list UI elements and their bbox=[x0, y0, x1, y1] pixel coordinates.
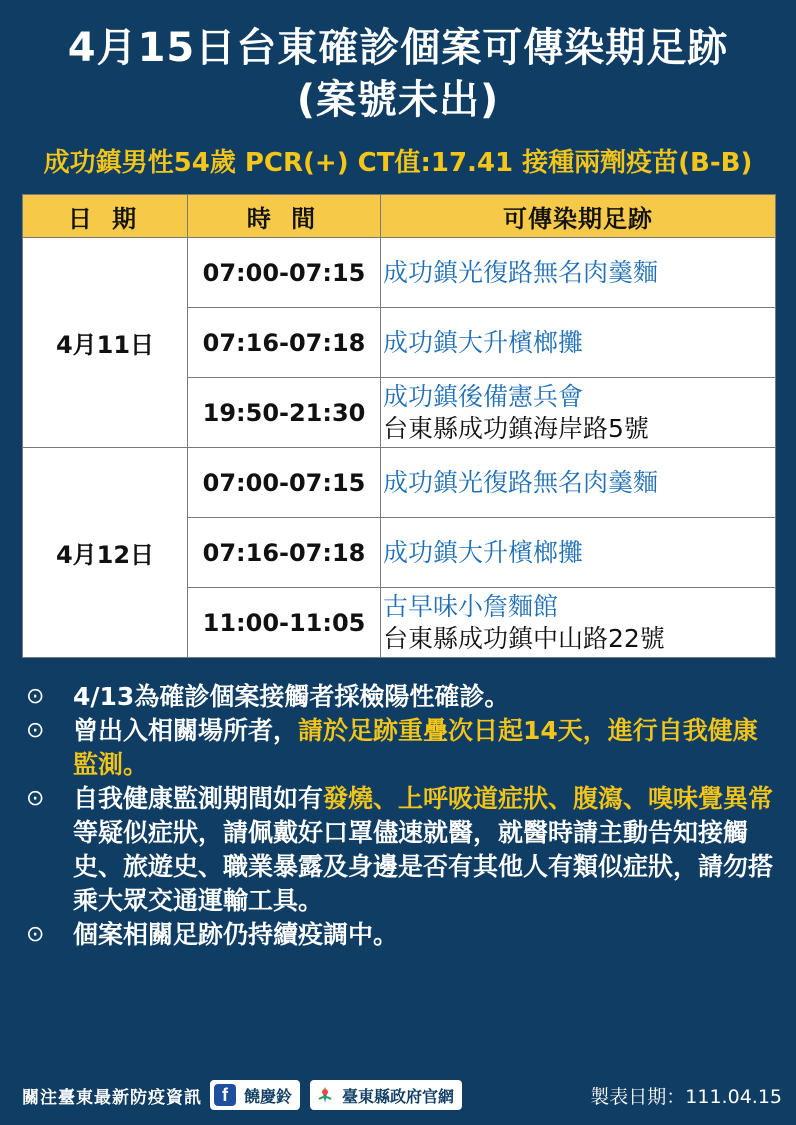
place-name: 成功鎮大升檳榔攤 bbox=[383, 327, 584, 357]
place-address: 台東縣成功鎮海岸路5號 bbox=[383, 413, 649, 443]
footer bbox=[22, 1078, 782, 1112]
bullet-icon: ⊙ bbox=[26, 922, 45, 947]
place-name: 成功鎮光復路無名肉羹麵 bbox=[383, 257, 659, 287]
header-footprint: 可傳染期足跡 bbox=[381, 195, 776, 238]
notice-text: 4/13為確診個案接觸者採檢陽性確診。 bbox=[73, 682, 510, 711]
date-cell: 4月12日 bbox=[23, 448, 188, 658]
time-cell: 07:00-07:15 bbox=[188, 448, 381, 518]
location-cell bbox=[381, 378, 776, 448]
notice-text: 等疑似症狀，請佩戴好口罩儘速就醫，就醫時請主動告知接觸史、旅遊史、職業暴露及身邊是否有其他人有類似症狀，請勿搭乘大眾交通運輸工具。 bbox=[73, 818, 774, 915]
notice-list bbox=[22, 680, 782, 952]
title-line-1: 4月15日台東確診個案可傳染期足跡 bbox=[67, 25, 729, 71]
notice-text: 自我健康監測期間如有 bbox=[73, 784, 324, 813]
date-cell: 4月11日 bbox=[23, 238, 188, 448]
time-cell: 19:50-21:30 bbox=[188, 378, 381, 448]
time-cell: 07:00-07:15 bbox=[188, 238, 381, 308]
notice-item bbox=[22, 918, 782, 952]
notice-item bbox=[22, 680, 782, 714]
footprint-table bbox=[22, 194, 776, 658]
notice-text: 曾出入相關場所者， bbox=[73, 716, 299, 745]
place-name: 成功鎮後備憲兵會 bbox=[383, 381, 584, 411]
place-name: 古早味小詹麵館 bbox=[383, 591, 559, 621]
gov-website-label: 臺東縣政府官網 bbox=[342, 1086, 455, 1106]
header-date: 日 期 bbox=[23, 195, 188, 238]
case-summary: 成功鎮男性54歲 PCR(+) CT值:17.41 接種兩劑疫苗(B-B) bbox=[43, 148, 753, 178]
gov-website-link[interactable] bbox=[310, 1080, 462, 1110]
facebook-icon: f bbox=[214, 1084, 236, 1106]
notice-text: 個案相關足跡仍持續疫調中。 bbox=[73, 920, 399, 949]
place-name: 成功鎮大升檳榔攤 bbox=[383, 537, 584, 567]
bullet-icon: ⊙ bbox=[26, 786, 45, 811]
table-row bbox=[23, 448, 776, 518]
facebook-link[interactable] bbox=[210, 1080, 300, 1110]
header-time: 時 間 bbox=[188, 195, 381, 238]
table-row bbox=[23, 238, 776, 308]
notice-highlight: 發燒、上呼吸道症狀、腹瀉、嗅味覺異常 bbox=[323, 784, 774, 813]
creation-date: 製表日期：111.04.15 bbox=[590, 1085, 782, 1108]
location-cell bbox=[381, 308, 776, 378]
bullet-icon: ⊙ bbox=[26, 684, 45, 709]
title-line-2: (案號未出) bbox=[296, 77, 500, 123]
location-cell bbox=[381, 518, 776, 588]
bullet-icon: ⊙ bbox=[26, 718, 45, 743]
notice-item bbox=[22, 714, 782, 782]
table-header-row bbox=[23, 195, 776, 238]
footer-label: 關注臺東最新防疫資訊 bbox=[22, 1087, 202, 1108]
notice-highlight: 請於足跡重疊次日起14天，進行自我健康監測。 bbox=[73, 716, 758, 779]
time-cell: 07:16-07:18 bbox=[188, 308, 381, 378]
location-cell bbox=[381, 588, 776, 658]
place-address: 台東縣成功鎮中山路22號 bbox=[383, 623, 665, 653]
time-cell: 07:16-07:18 bbox=[188, 518, 381, 588]
notice-item bbox=[22, 782, 782, 918]
page-title bbox=[0, 22, 796, 126]
location-cell bbox=[381, 448, 776, 518]
county-emblem-icon bbox=[314, 1084, 336, 1106]
time-cell: 11:00-11:05 bbox=[188, 588, 381, 658]
facebook-label: 饒慶鈴 bbox=[244, 1086, 293, 1106]
place-name: 成功鎮光復路無名肉羹麵 bbox=[383, 467, 659, 497]
location-cell bbox=[381, 238, 776, 308]
